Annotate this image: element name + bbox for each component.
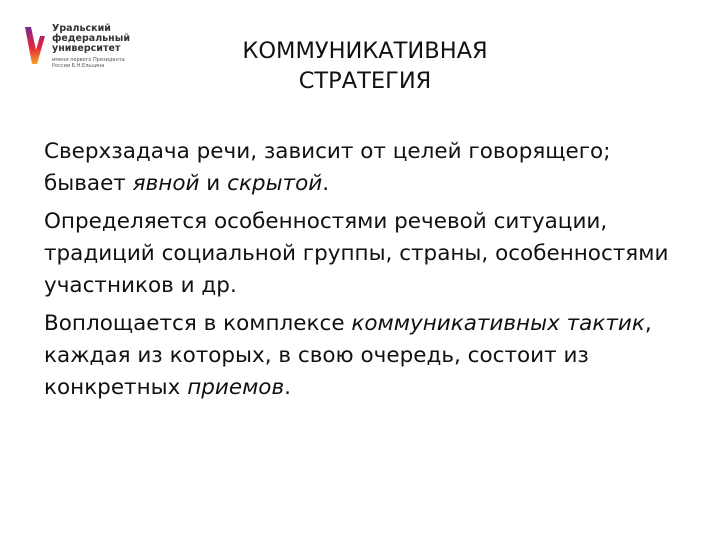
p1-text-c: . xyxy=(322,171,330,196)
urfu-logo-icon xyxy=(22,24,48,70)
p1-text-b: и xyxy=(199,171,228,196)
p3-text-a: Воплощается в комплексе xyxy=(44,311,352,336)
slide-body xyxy=(44,136,694,410)
university-logo xyxy=(22,24,172,74)
university-subtitle: имени первого Президента России Б.Н.Ельцина xyxy=(52,57,125,69)
title-line-2: СТРАТЕГИЯ xyxy=(298,68,432,94)
title-line-1: КОММУНИКАТИВНАЯ xyxy=(242,38,488,64)
logo-text xyxy=(52,24,142,69)
slide-title xyxy=(180,36,550,96)
p1-text-a: Сверхзадача речи, зависит от целей говорящего; бывает xyxy=(44,139,611,196)
p1-italic-explicit: явной xyxy=(132,171,200,196)
p3-text-b: , каждая из которых, в свою очередь, состоит из конкретных xyxy=(44,311,652,400)
p1-italic-hidden: скрытой xyxy=(227,171,323,196)
p3-text-c: . xyxy=(284,375,291,400)
p3-italic-techniques: приемов xyxy=(187,375,285,400)
university-name: Уральский федеральный университет xyxy=(52,23,130,54)
paragraph-goal xyxy=(44,136,694,200)
paragraph-embodied xyxy=(44,308,694,404)
p2-text: Определяется особенностями речевой ситуации, традиций социальной группы, страны, особенностями участников и др. xyxy=(44,209,669,298)
p3-italic-tactics: коммуникативных тактик xyxy=(351,311,645,336)
paragraph-determined xyxy=(44,206,694,302)
